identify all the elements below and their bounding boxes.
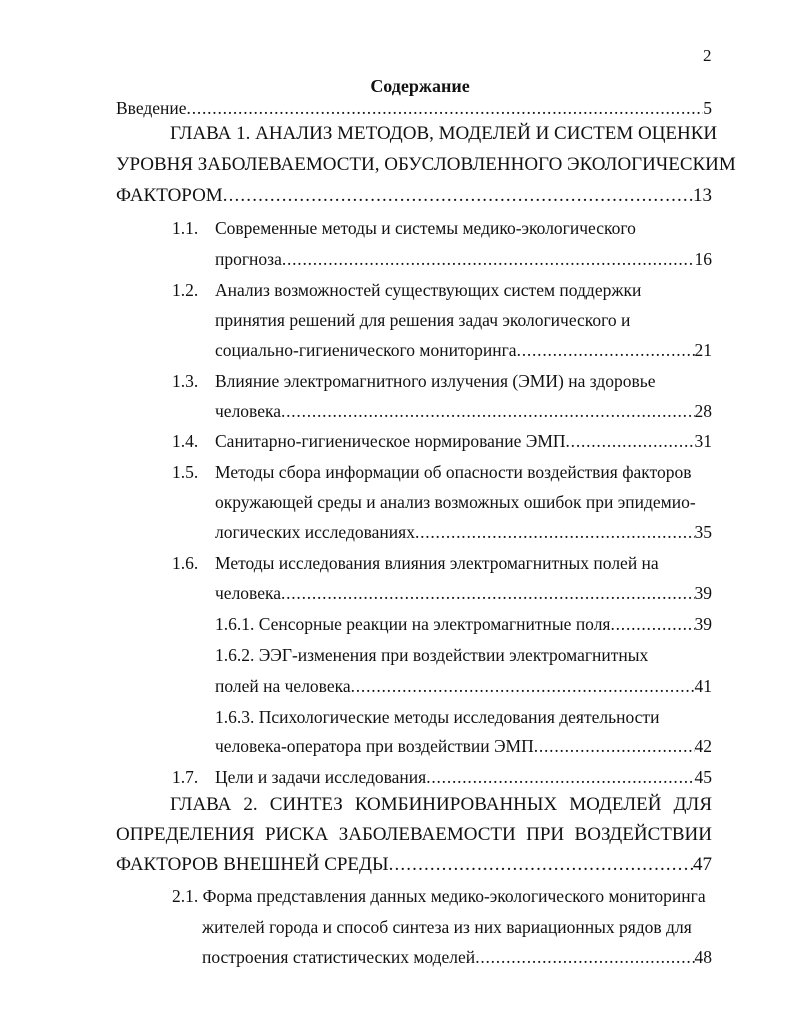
toc-entry-text: социально-гигиенического мониторинга <box>215 340 517 360</box>
toc-entry-line <box>215 309 630 331</box>
toc-entry-number: 1.4. <box>172 431 199 451</box>
toc-entry-link[interactable] <box>215 248 712 270</box>
toc-entry-link[interactable] <box>215 613 712 635</box>
toc-entry-line <box>215 370 655 392</box>
toc-entry-line <box>215 552 659 574</box>
toc-entry-number: 1.7. <box>172 767 199 787</box>
toc-entry-link[interactable] <box>215 675 712 697</box>
toc-entry-line <box>215 491 696 513</box>
dot-leader <box>534 735 695 757</box>
dot-leader <box>566 430 695 452</box>
toc-entry-link[interactable] <box>215 339 712 361</box>
toc-entry-link[interactable] <box>116 854 712 876</box>
toc-entry-line <box>202 916 692 938</box>
toc-entry-link[interactable] <box>116 97 712 119</box>
toc-entry-number: 1.3. <box>172 371 199 391</box>
toc-entry-text: Современные методы и системы медико-экологического <box>215 218 636 238</box>
toc-entry-line <box>215 279 641 301</box>
toc-entry-text: ГЛАВА 1. АНАЛИЗ МЕТОДОВ, МОДЕЛЕЙ И СИСТЕМ ОЦЕНКИ <box>170 123 718 144</box>
toc-page-number: 39 <box>694 583 712 603</box>
toc-entry-text: ФАКТОРОМ <box>116 185 223 206</box>
dot-leader <box>415 521 695 543</box>
toc-entry-link[interactable] <box>215 582 712 604</box>
toc-entry-text: окружающей среды и анализ возможных ошибок при эпидемио- <box>215 492 696 512</box>
toc-entry-text: 1.6.2. ЭЭГ-изменения при воздействии электромагнитных <box>215 645 649 665</box>
toc-entry-line <box>170 123 718 145</box>
page-number: 2 <box>703 46 712 65</box>
toc-entry-line <box>170 794 712 816</box>
toc-entry-text: человека <box>215 583 281 603</box>
toc-entry-text: ГЛАВА 2. СИНТЕЗ КОМБИНИРОВАННЫХ МОДЕЛЕЙ ДЛЯ <box>170 794 712 815</box>
toc-page-number: 31 <box>694 431 712 451</box>
dot-leader <box>389 854 693 876</box>
toc-entry-link[interactable] <box>215 430 712 452</box>
toc-entry-text: построения статистических моделей <box>202 947 476 967</box>
toc-entry-text: ФАКТОРОВ ВНЕШНЕЙ СРЕДЫ <box>116 854 389 875</box>
toc-entry-text: ОПРЕДЕЛЕНИЯ РИСКА ЗАБОЛЕВАЕМОСТИ ПРИ ВОЗДЕЙСТВИИ <box>116 824 712 845</box>
toc-entry-line <box>215 217 636 239</box>
toc-entry-number: 1.2. <box>172 280 199 300</box>
toc-page-number: 16 <box>694 249 712 269</box>
toc-entry-line <box>172 885 706 907</box>
toc-entry-text: логических исследованиях <box>215 522 415 542</box>
toc-page-number: 39 <box>694 614 712 634</box>
toc-page-number: 21 <box>694 340 712 360</box>
toc-entry-link[interactable] <box>202 946 712 968</box>
dot-leader <box>611 613 695 635</box>
toc-page-number: 47 <box>693 854 712 875</box>
toc-entry-text: принятия решений для решения задач экологического и <box>215 310 631 330</box>
dot-leader <box>475 946 694 968</box>
dot-leader <box>282 248 695 270</box>
toc-entry-text: УРОВНЯ ЗАБОЛЕВАЕМОСТИ, ОБУСЛОВЛЕННОГО ЭКОЛОГИЧЕСКИМ <box>116 154 736 175</box>
toc-entry-number: 1.5. <box>172 462 199 482</box>
dot-leader <box>281 400 695 422</box>
toc-entry-text: человека <box>215 401 281 421</box>
dot-leader <box>426 766 694 788</box>
toc-entry-number: 1.1. <box>172 218 199 238</box>
toc-entry-text: Влияние электромагнитного излучения (ЭМИ) на здоровье <box>215 371 656 391</box>
toc-page-number: 45 <box>694 767 712 787</box>
toc-entry-line <box>116 824 712 846</box>
toc-entry-link[interactable] <box>215 766 712 788</box>
dot-leader <box>351 675 695 697</box>
toc-entry-text: человека-оператора при воздействии ЭМП <box>215 736 534 756</box>
toc-entry-text: жителей города и способ синтеза из них вариационных рядов для <box>202 917 692 937</box>
toc-entry-link[interactable] <box>215 521 712 543</box>
toc-entry-text: Методы исследования влияния электромагнитных полей на <box>215 553 659 573</box>
dot-leader <box>517 339 695 361</box>
toc-entry-line <box>116 154 736 176</box>
toc-page-number: 42 <box>694 736 712 756</box>
toc-entry-text: полей на человека <box>215 676 351 696</box>
toc-entry-text: прогноза <box>215 249 282 269</box>
toc-page-number: 5 <box>703 98 712 118</box>
toc-entry-text: 1.6.3. Психологические методы исследования деятельности <box>215 707 660 727</box>
dot-leader <box>187 97 704 119</box>
toc-page-number: 13 <box>693 185 712 206</box>
toc-entry-line <box>215 706 659 728</box>
dot-leader <box>223 185 693 207</box>
toc-entry-link[interactable] <box>116 185 712 207</box>
toc-entry-text: Введение <box>116 98 187 118</box>
toc-entry-link[interactable] <box>215 400 712 422</box>
toc-page-number: 41 <box>694 676 712 696</box>
toc-entry-text: Санитарно-гигиеническое нормирование ЭМП <box>215 431 566 451</box>
toc-entry-text: Методы сбора информации об опасности воздействия факторов <box>215 462 692 482</box>
toc-entry-text: Анализ возможностей существующих систем поддержки <box>215 280 642 300</box>
toc-page-number: 48 <box>694 947 712 967</box>
toc-entry-text: 1.6.1. Сенсорные реакции на электромагнитные поля <box>215 614 611 634</box>
toc-page-number: 35 <box>694 522 712 542</box>
dot-leader <box>281 582 695 604</box>
toc-entry-text: 2.1. Форма представления данных медико-экологического мониторинга <box>172 886 706 906</box>
toc-page-number: 28 <box>694 401 712 421</box>
toc-entry-number: 1.6. <box>172 553 199 573</box>
toc-entry-text: Цели и задачи исследования <box>215 767 427 787</box>
toc-entry-line <box>215 461 692 483</box>
toc-entry-link[interactable] <box>215 735 712 757</box>
toc-entry-line <box>215 644 648 666</box>
toc-title: Содержание <box>370 76 470 96</box>
